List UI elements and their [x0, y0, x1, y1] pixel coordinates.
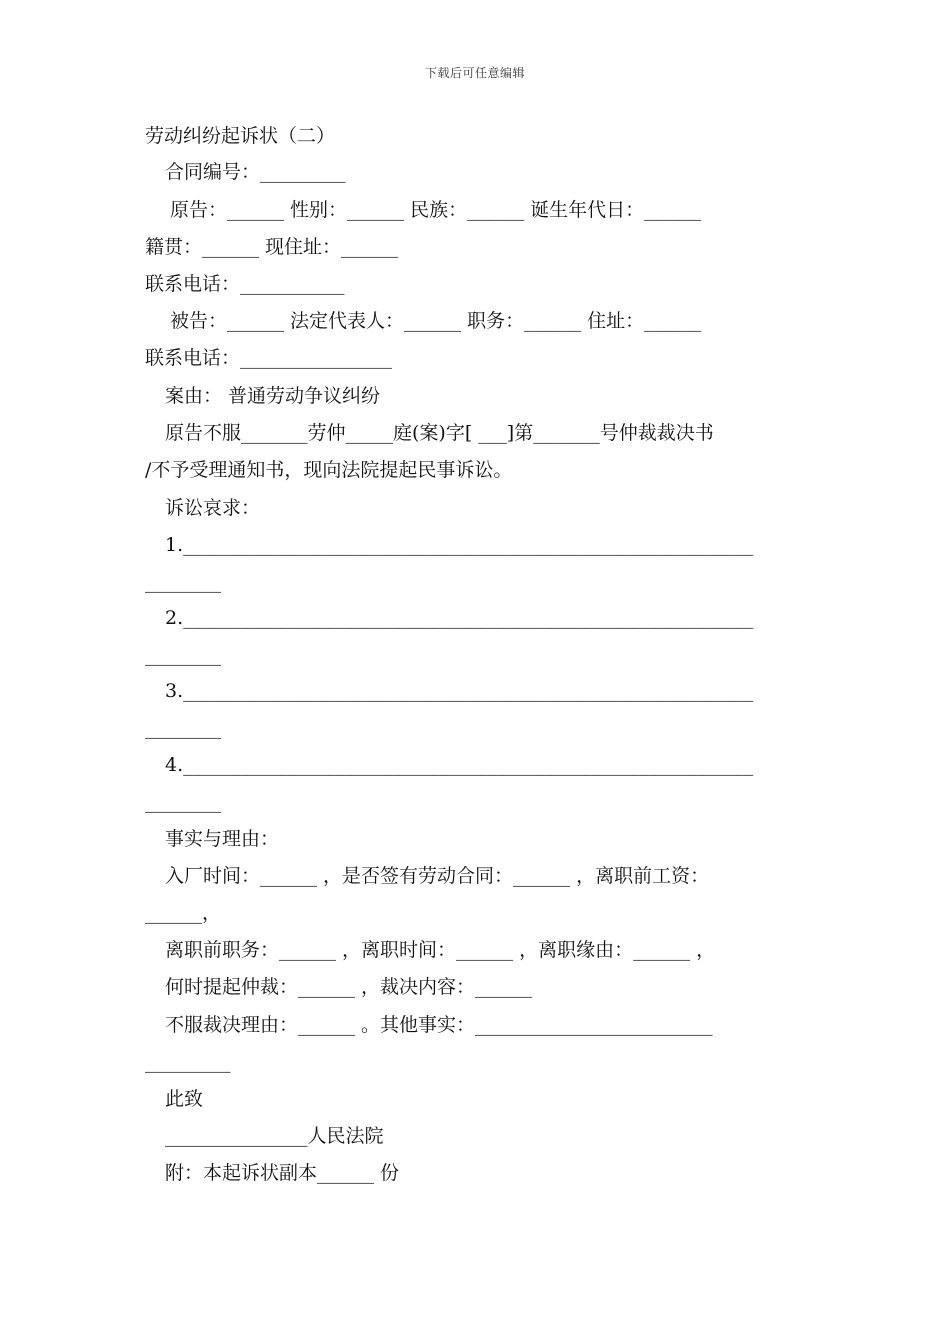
facts-line-1: 入厂时间：______ ，是否签有劳动合同：______ ，离职前工资： [165, 865, 710, 887]
claim-2-cont: ________ [145, 644, 221, 666]
facts-heading: 事实与理由： [165, 828, 280, 850]
claim-4-cont: ________ [145, 791, 221, 813]
facts-line-3: 何时提起仲裁：______ ，裁决内容：______ [165, 976, 533, 998]
court-line: _______________人民法院 [165, 1125, 384, 1147]
facts-line-2: 离职前职务：______ ，离职时间：______ ，离职缘由：______ ， [165, 939, 716, 961]
claim-2-line: 2.____________________________________________________________ [165, 607, 754, 629]
defendant-line: 被告：______ 法定代表人：______ 职务：______ 住址：______ [170, 310, 702, 332]
attachment-line: 附：本起诉状副本______ 份 [165, 1162, 400, 1184]
claim-3-line: 3.____________________________________________________________ [165, 680, 754, 702]
claims-heading: 诉讼哀求： [165, 497, 261, 519]
claim-4-line: 4.____________________________________________________________ [165, 754, 754, 776]
document-title: 劳动纠纷起诉状（二） [145, 125, 336, 147]
closing-salutation: 此致 [165, 1088, 204, 1110]
claim-3-cont: ________ [145, 717, 221, 739]
case-cause-line: 案由： 普通劳动争议纠纷 [165, 385, 381, 407]
facts-line-4-cont: _________ [145, 1051, 231, 1073]
contract-number-line: 合同编号：_________ [165, 161, 346, 183]
refusal-line: 原告不服_______劳仲_____庭(案)字[ ___]第_______号仲裁裁决书 [165, 422, 714, 444]
origin-address-line: 籍贯：______ 现住址：______ [145, 236, 399, 258]
refusal-line-cont: /不予受理通知书，现向法院提起民事诉讼。 [145, 459, 513, 481]
plaintiff-phone-line: 联系电话：___________ [145, 273, 345, 295]
claim-1-line: 1.____________________________________________________________ [165, 534, 754, 556]
page-header: 下载后可任意编辑 [424, 66, 525, 80]
facts-line-4: 不服裁决理由：______ 。其他事实：_________________________ [165, 1014, 713, 1036]
claim-1-cont: ________ [145, 571, 221, 593]
plaintiff-line: 原告：______ 性别：______ 民族：______ 诞生年代日：______ [170, 199, 702, 221]
defendant-phone-line: 联系电话：________________ [145, 347, 393, 369]
facts-line-1-cont: ______， [145, 902, 222, 924]
